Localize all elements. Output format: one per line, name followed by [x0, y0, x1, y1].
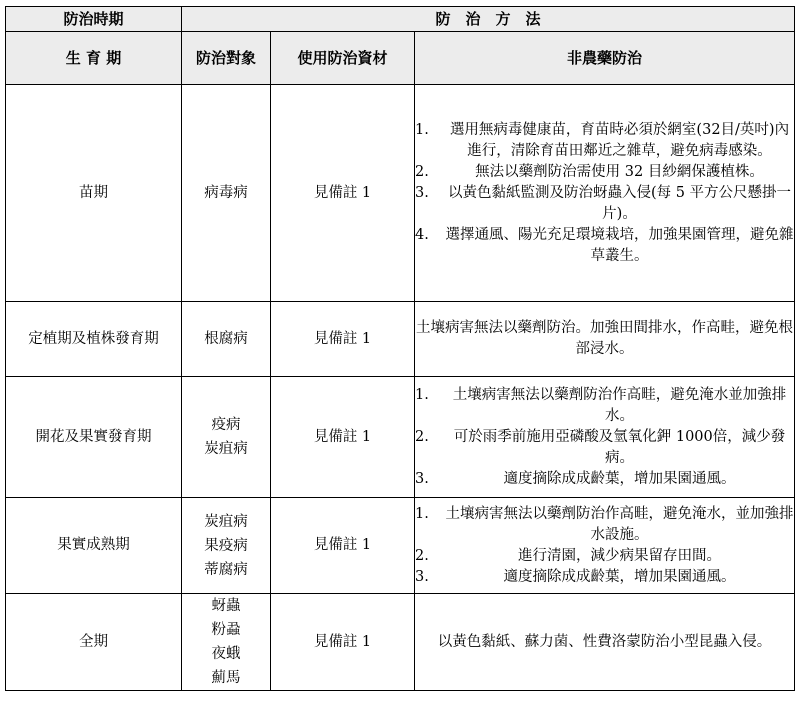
target-column-header: 防治對象 [182, 32, 271, 85]
stage-column-header: 生 育 期 [6, 32, 182, 85]
table-row [6, 85, 795, 302]
target-cell [182, 302, 271, 377]
method-cell: 土壤病害無法以藥劑防治。加強田間排水，作高畦，避免根部浸水。 [415, 302, 795, 377]
nonchem-column-header: 非農藥防治 [415, 32, 795, 85]
table-row [6, 498, 795, 594]
target-item: 粉蝨 [211, 622, 241, 638]
method-cell [415, 377, 795, 498]
step-item: 2. 無法以藥劑防治需使用 32 目紗網保護植株。 [415, 163, 764, 180]
stage-cell: 苗期 [6, 85, 182, 302]
step-item: 1. 選用無病毒健康苗，育苗時必須於網室(32目/英吋)內進行，清除育苗田鄰近之雜草，避免病毒感染。 [415, 121, 790, 159]
pest-control-table [5, 6, 795, 691]
target-cell [182, 377, 271, 498]
material-cell: 見備註 1 [271, 594, 415, 691]
target-cell [182, 594, 271, 691]
material-cell: 見備註 1 [271, 498, 415, 594]
target-item: 根腐病 [204, 331, 248, 347]
step-item: 2. 可於雨季前施用亞磷酸及氫氧化鉀 1000倍，減少發病。 [415, 428, 786, 466]
method-cell [415, 498, 795, 594]
method-cell [415, 85, 795, 302]
target-item: 夜蛾 [211, 646, 241, 662]
target-item: 疫病 [211, 417, 241, 433]
target-item: 病毒病 [204, 185, 248, 201]
target-item: 蒂腐病 [204, 561, 248, 578]
material-cell: 見備註 1 [271, 85, 415, 302]
step-item: 3. 以黃色黏紙監測及防治蚜蟲入侵(每 5 平方公尺懸掛一片)。 [415, 184, 792, 222]
step-item: 4. 選擇通風、陽光充足環境栽培，加強果園管理，避免雜草叢生。 [415, 226, 794, 264]
header-row-columns [6, 32, 795, 85]
step-item: 3. 適度摘除成成齡葉，增加果園通風。 [415, 470, 736, 487]
target-item: 蚜蟲 [211, 598, 241, 614]
target-item: 薊馬 [211, 670, 241, 686]
step-list [415, 504, 794, 588]
step-item: 3. 適度摘除成成齡葉，增加果園通風。 [415, 568, 736, 585]
material-cell: 見備註 1 [271, 302, 415, 377]
material-cell: 見備註 1 [271, 377, 415, 498]
method-cell: 以黃色黏紙、蘇力菌、性費洛蒙防治小型昆蟲入侵。 [415, 594, 795, 691]
step-item: 1. 土壤病害無法以藥劑防治作高畦，避免淹水，並加強排水設施。 [415, 505, 794, 543]
target-cell [182, 85, 271, 302]
stage-cell: 果實成熟期 [6, 498, 182, 594]
step-list [415, 385, 794, 490]
step-item: 1. 土壤病害無法以藥劑防治作高畦，避免淹水並加強排水。 [415, 386, 787, 424]
target-item: 炭疽病 [204, 441, 248, 457]
table-row [6, 594, 795, 691]
table-row [6, 302, 795, 377]
step-list [415, 120, 794, 267]
target-item: 果疫病 [204, 537, 248, 554]
method-group-header: 防 治 方 法 [182, 7, 795, 32]
target-cell [182, 498, 271, 594]
step-item: 2. 進行清園，減少病果留存田間。 [415, 547, 722, 564]
period-group-header: 防治時期 [6, 7, 182, 32]
stage-cell: 定植期及植株發育期 [6, 302, 182, 377]
target-item: 炭疽病 [204, 513, 248, 530]
table-row [6, 377, 795, 498]
stage-cell: 開花及果實發育期 [6, 377, 182, 498]
stage-cell: 全期 [6, 594, 182, 691]
material-column-header: 使用防治資材 [271, 32, 415, 85]
header-row-groups [6, 7, 795, 32]
